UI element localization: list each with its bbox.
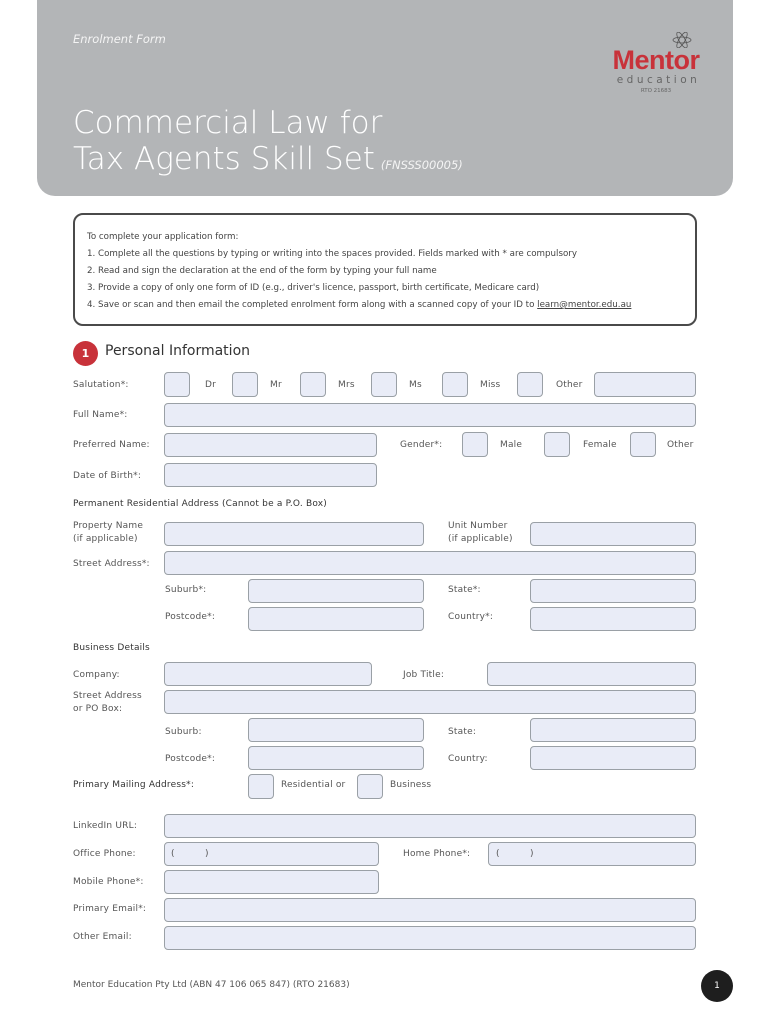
postcode-label: Postcode*: <box>165 612 216 622</box>
dob-field[interactable] <box>164 463 377 487</box>
business-state-label: State: <box>448 727 477 737</box>
home-phone-paren-close: ) <box>530 849 534 859</box>
instructions-box <box>73 213 697 326</box>
business-street-label-line-1: Street Address <box>73 691 142 701</box>
section-title: Personal Information <box>105 343 251 359</box>
business-heading: Business Details <box>73 643 150 653</box>
business-suburb-field[interactable] <box>248 718 424 742</box>
suburb-label: Suburb*: <box>165 585 207 595</box>
title-line-2 <box>73 141 463 183</box>
page-title <box>73 105 463 183</box>
property-name-field[interactable] <box>164 522 424 546</box>
unit-number-field[interactable] <box>530 522 696 546</box>
email-link[interactable]: learn@mentor.edu.au <box>537 300 632 310</box>
salutation-dr-label: Dr <box>205 380 217 390</box>
full-name-field[interactable] <box>164 403 696 427</box>
unit-number-label-line-1: Unit Number <box>448 521 508 531</box>
gender-female-label: Female <box>583 440 617 450</box>
instructions-step-4-text: 4. Save or scan and then email the completed enrolment form along with a scanned copy of your ID to <box>87 300 535 310</box>
gender-other-label: Other <box>667 440 694 450</box>
business-street-label-line-2: or PO Box: <box>73 704 123 714</box>
salutation-miss-label: Miss <box>480 380 501 390</box>
business-suburb-label: Suburb: <box>165 727 202 737</box>
business-postcode-label: Postcode*: <box>165 754 216 764</box>
logo-rto: RTO 21683 <box>640 88 672 94</box>
gender-female-checkbox[interactable] <box>544 432 570 457</box>
full-name-label: Full Name*: <box>73 410 128 420</box>
business-state-field[interactable] <box>530 718 696 742</box>
job-title-label: Job Title: <box>403 670 445 680</box>
title-line-1: Commercial Law for <box>73 105 383 141</box>
home-phone-label: Home Phone*: <box>403 849 471 859</box>
company-label: Company: <box>73 670 120 680</box>
company-field[interactable] <box>164 662 372 686</box>
unit-number-label <box>448 520 513 546</box>
street-address-field[interactable] <box>164 551 696 575</box>
mobile-phone-label: Mobile Phone*: <box>73 877 144 887</box>
home-phone-paren-open: ( <box>496 849 500 859</box>
business-country-field[interactable] <box>530 746 696 770</box>
property-name-label <box>73 520 143 546</box>
other-email-field[interactable] <box>164 926 696 950</box>
business-street-label <box>73 690 142 716</box>
postcode-field[interactable] <box>248 607 424 631</box>
salutation-miss-checkbox[interactable] <box>442 372 468 397</box>
salutation-dr-checkbox[interactable] <box>164 372 190 397</box>
office-phone-label: Office Phone: <box>73 849 136 859</box>
salutation-mr-checkbox[interactable] <box>232 372 258 397</box>
salutation-other-label: Other <box>556 380 583 390</box>
instructions-step-4 <box>87 297 683 314</box>
primary-email-field[interactable] <box>164 898 696 922</box>
street-address-label: Street Address*: <box>73 559 150 569</box>
country-label: Country*: <box>448 612 494 622</box>
salutation-other-field[interactable] <box>594 372 696 397</box>
business-street-field[interactable] <box>164 690 696 714</box>
business-country-label: Country: <box>448 754 488 764</box>
salutation-mrs-checkbox[interactable] <box>300 372 326 397</box>
salutation-other-checkbox[interactable] <box>517 372 543 397</box>
instructions-step-3: 3. Provide a copy of only one form of ID (e.g., driver's licence, passport, birth certificate, Medicare card) <box>87 283 540 293</box>
mailing-residential-label: Residential or <box>281 780 346 790</box>
gender-other-checkbox[interactable] <box>630 432 656 457</box>
footer-text: Mentor Education Pty Ltd (ABN 47 106 065 847) (RTO 21683) <box>73 980 350 990</box>
instructions-step-1: 1. Complete all the questions by typing or writing into the spaces provided. Fields marked with * are compulsory <box>87 249 577 259</box>
title-line-2-text: Tax Agents Skill Set <box>73 141 375 177</box>
form-type-label: Enrolment Form <box>73 32 166 46</box>
course-code: (FNSSS00005) <box>380 158 463 172</box>
preferred-name-field[interactable] <box>164 433 377 457</box>
suburb-field[interactable] <box>248 579 424 603</box>
logo-subtitle: education <box>616 74 701 86</box>
gender-male-label: Male <box>500 440 523 450</box>
primary-email-label: Primary Email*: <box>73 904 147 914</box>
residential-heading: Permanent Residential Address (Cannot be a P.O. Box) <box>73 499 328 509</box>
mailing-business-label: Business <box>390 780 432 790</box>
preferred-name-label: Preferred Name: <box>73 440 150 450</box>
page-number-badge: 1 <box>701 970 733 1002</box>
instructions-intro: To complete your application form: <box>87 232 239 242</box>
property-name-label-line-2: (if applicable) <box>73 534 138 544</box>
state-label: State*: <box>448 585 481 595</box>
home-phone-field[interactable] <box>488 842 696 866</box>
state-field[interactable] <box>530 579 696 603</box>
business-postcode-field[interactable] <box>248 746 424 770</box>
dob-label: Date of Birth*: <box>73 471 142 481</box>
mentor-logo <box>606 34 706 94</box>
salutation-ms-label: Ms <box>409 380 422 390</box>
linkedin-field[interactable] <box>164 814 696 838</box>
atom-icon <box>672 32 692 48</box>
job-title-field[interactable] <box>487 662 696 686</box>
mobile-phone-field[interactable] <box>164 870 379 894</box>
section-number-badge: 1 <box>73 341 98 366</box>
other-email-label: Other Email: <box>73 932 132 942</box>
salutation-mrs-label: Mrs <box>338 380 355 390</box>
office-phone-paren-close: ) <box>205 849 209 859</box>
salutation-label: Salutation*: <box>73 380 129 390</box>
salutation-ms-checkbox[interactable] <box>371 372 397 397</box>
instructions-step-2: 2. Read and sign the declaration at the end of the form by typing your full name <box>87 266 437 276</box>
mailing-business-checkbox[interactable] <box>357 774 383 799</box>
logo-name: Mentor <box>612 45 700 75</box>
office-phone-field[interactable] <box>164 842 379 866</box>
linkedin-label: LinkedIn URL: <box>73 821 138 831</box>
office-phone-paren-open: ( <box>171 849 175 859</box>
mailing-address-label: Primary Mailing Address*: <box>73 780 195 790</box>
unit-number-label-line-2: (if applicable) <box>448 534 513 544</box>
gender-male-checkbox[interactable] <box>462 432 488 457</box>
salutation-mr-label: Mr <box>270 380 282 390</box>
property-name-label-line-1: Property Name <box>73 521 144 531</box>
mailing-residential-checkbox[interactable] <box>248 774 274 799</box>
country-field[interactable] <box>530 607 696 631</box>
gender-label: Gender*: <box>400 440 443 450</box>
